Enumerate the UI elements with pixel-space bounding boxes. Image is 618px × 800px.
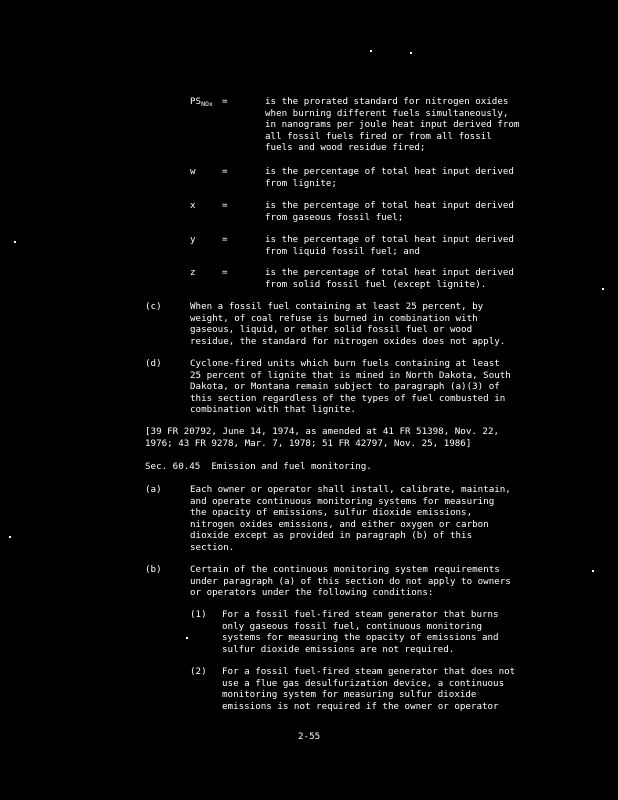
- section-heading: Sec. 60.45 Emission and fuel monitoring.: [145, 461, 372, 472]
- paragraph-a-label: (a): [145, 484, 162, 495]
- scan-speck: [370, 50, 372, 52]
- page-number: 2-55: [298, 731, 321, 742]
- paragraph-d-label: (d): [145, 358, 162, 369]
- paragraph-a-text: Each owner or operator shall install, calibrate, maintain, and operate continuous monitoring systems for measuring the opacity of emissions, sulfur dioxide emissions, nitrogen oxides emissions, and either oxygen or carbon dioxide except as provided in paragraph (b) of this section.: [190, 484, 511, 553]
- scan-speck: [410, 52, 412, 54]
- definition-symbol: w: [190, 166, 196, 177]
- definition-symbol: y: [190, 234, 196, 245]
- subparagraph-1-text: For a fossil fuel-fired steam generator that burns only gaseous fossil fuel, continuous monitoring systems for measuring the opacity of emissions and sulfur dioxide emissions are not required.: [222, 609, 499, 655]
- definition-dash: =: [222, 267, 228, 278]
- definition-text: is the prorated standard for nitrogen oxides when burning different fuels simultaneously, in nanograms per joule heat input derived from all fossil fuels fired or from all fossil fuels and wood residue fired;: [265, 96, 520, 153]
- paragraph-b-label: (b): [145, 564, 162, 575]
- definition-dash: =: [222, 166, 228, 177]
- paragraph-b-text: Certain of the continuous monitoring system requirements under paragraph (a) of this section do not apply to owners or operators under the following conditions:: [190, 564, 511, 598]
- scan-speck: [592, 570, 594, 572]
- scan-speck: [602, 288, 604, 290]
- definition-symbol: x: [190, 200, 196, 211]
- definition-symbol: z: [190, 267, 196, 278]
- scan-speck: [14, 241, 16, 243]
- paragraph-c-text: When a fossil fuel containing at least 25 percent, by weight, of coal refuse is burned in combination with gaseous, liquid, or other solid fossil fuel or wood residue, the standard for nitrogen oxides does not apply.: [190, 301, 506, 347]
- scan-speck: [9, 536, 11, 538]
- paragraph-c-label: (c): [145, 301, 162, 312]
- definition-text: is the percentage of total heat input derived from gaseous fossil fuel;: [265, 200, 514, 223]
- definition-symbol: $PS_{NOx}$: [190, 96, 213, 108]
- subparagraph-1-label: (1): [190, 609, 207, 620]
- definition-dash: =: [222, 200, 228, 211]
- subparagraph-2-text: For a fossil fuel-fired steam generator that does not use a flue gas desulfurization device, a continuous monitoring system for measuring sulfur dioxide emissions is not required if the owner or operator: [222, 666, 516, 712]
- definition-text: is the percentage of total heat input derived from liquid fossil fuel; and: [265, 234, 514, 257]
- definition-text: is the percentage of total heat input derived from lignite;: [265, 166, 514, 189]
- definition-dash: =: [222, 234, 228, 245]
- definition-text: is the percentage of total heat input derived from solid fossil fuel (except lignite).: [265, 267, 514, 290]
- definition-dash: =: [222, 96, 228, 107]
- scan-speck: [186, 637, 188, 639]
- subparagraph-2-label: (2): [190, 666, 207, 677]
- paragraph-d-text: Cyclone-fired units which burn fuels containing at least 25 percent of lignite that is mined in North Dakota, South Dakota, or Montana remain subject to paragraph (a)(3) of this section regardless of the types of fuel combusted in combination with that lignite.: [190, 358, 511, 415]
- citation: [39 FR 20792, June 14, 1974, as amended at 41 FR 51398, Nov. 22, 1976; 43 FR 9278, Mar. 7, 1978; 51 FR 42797, Nov. 25, 1986]: [145, 426, 500, 449]
